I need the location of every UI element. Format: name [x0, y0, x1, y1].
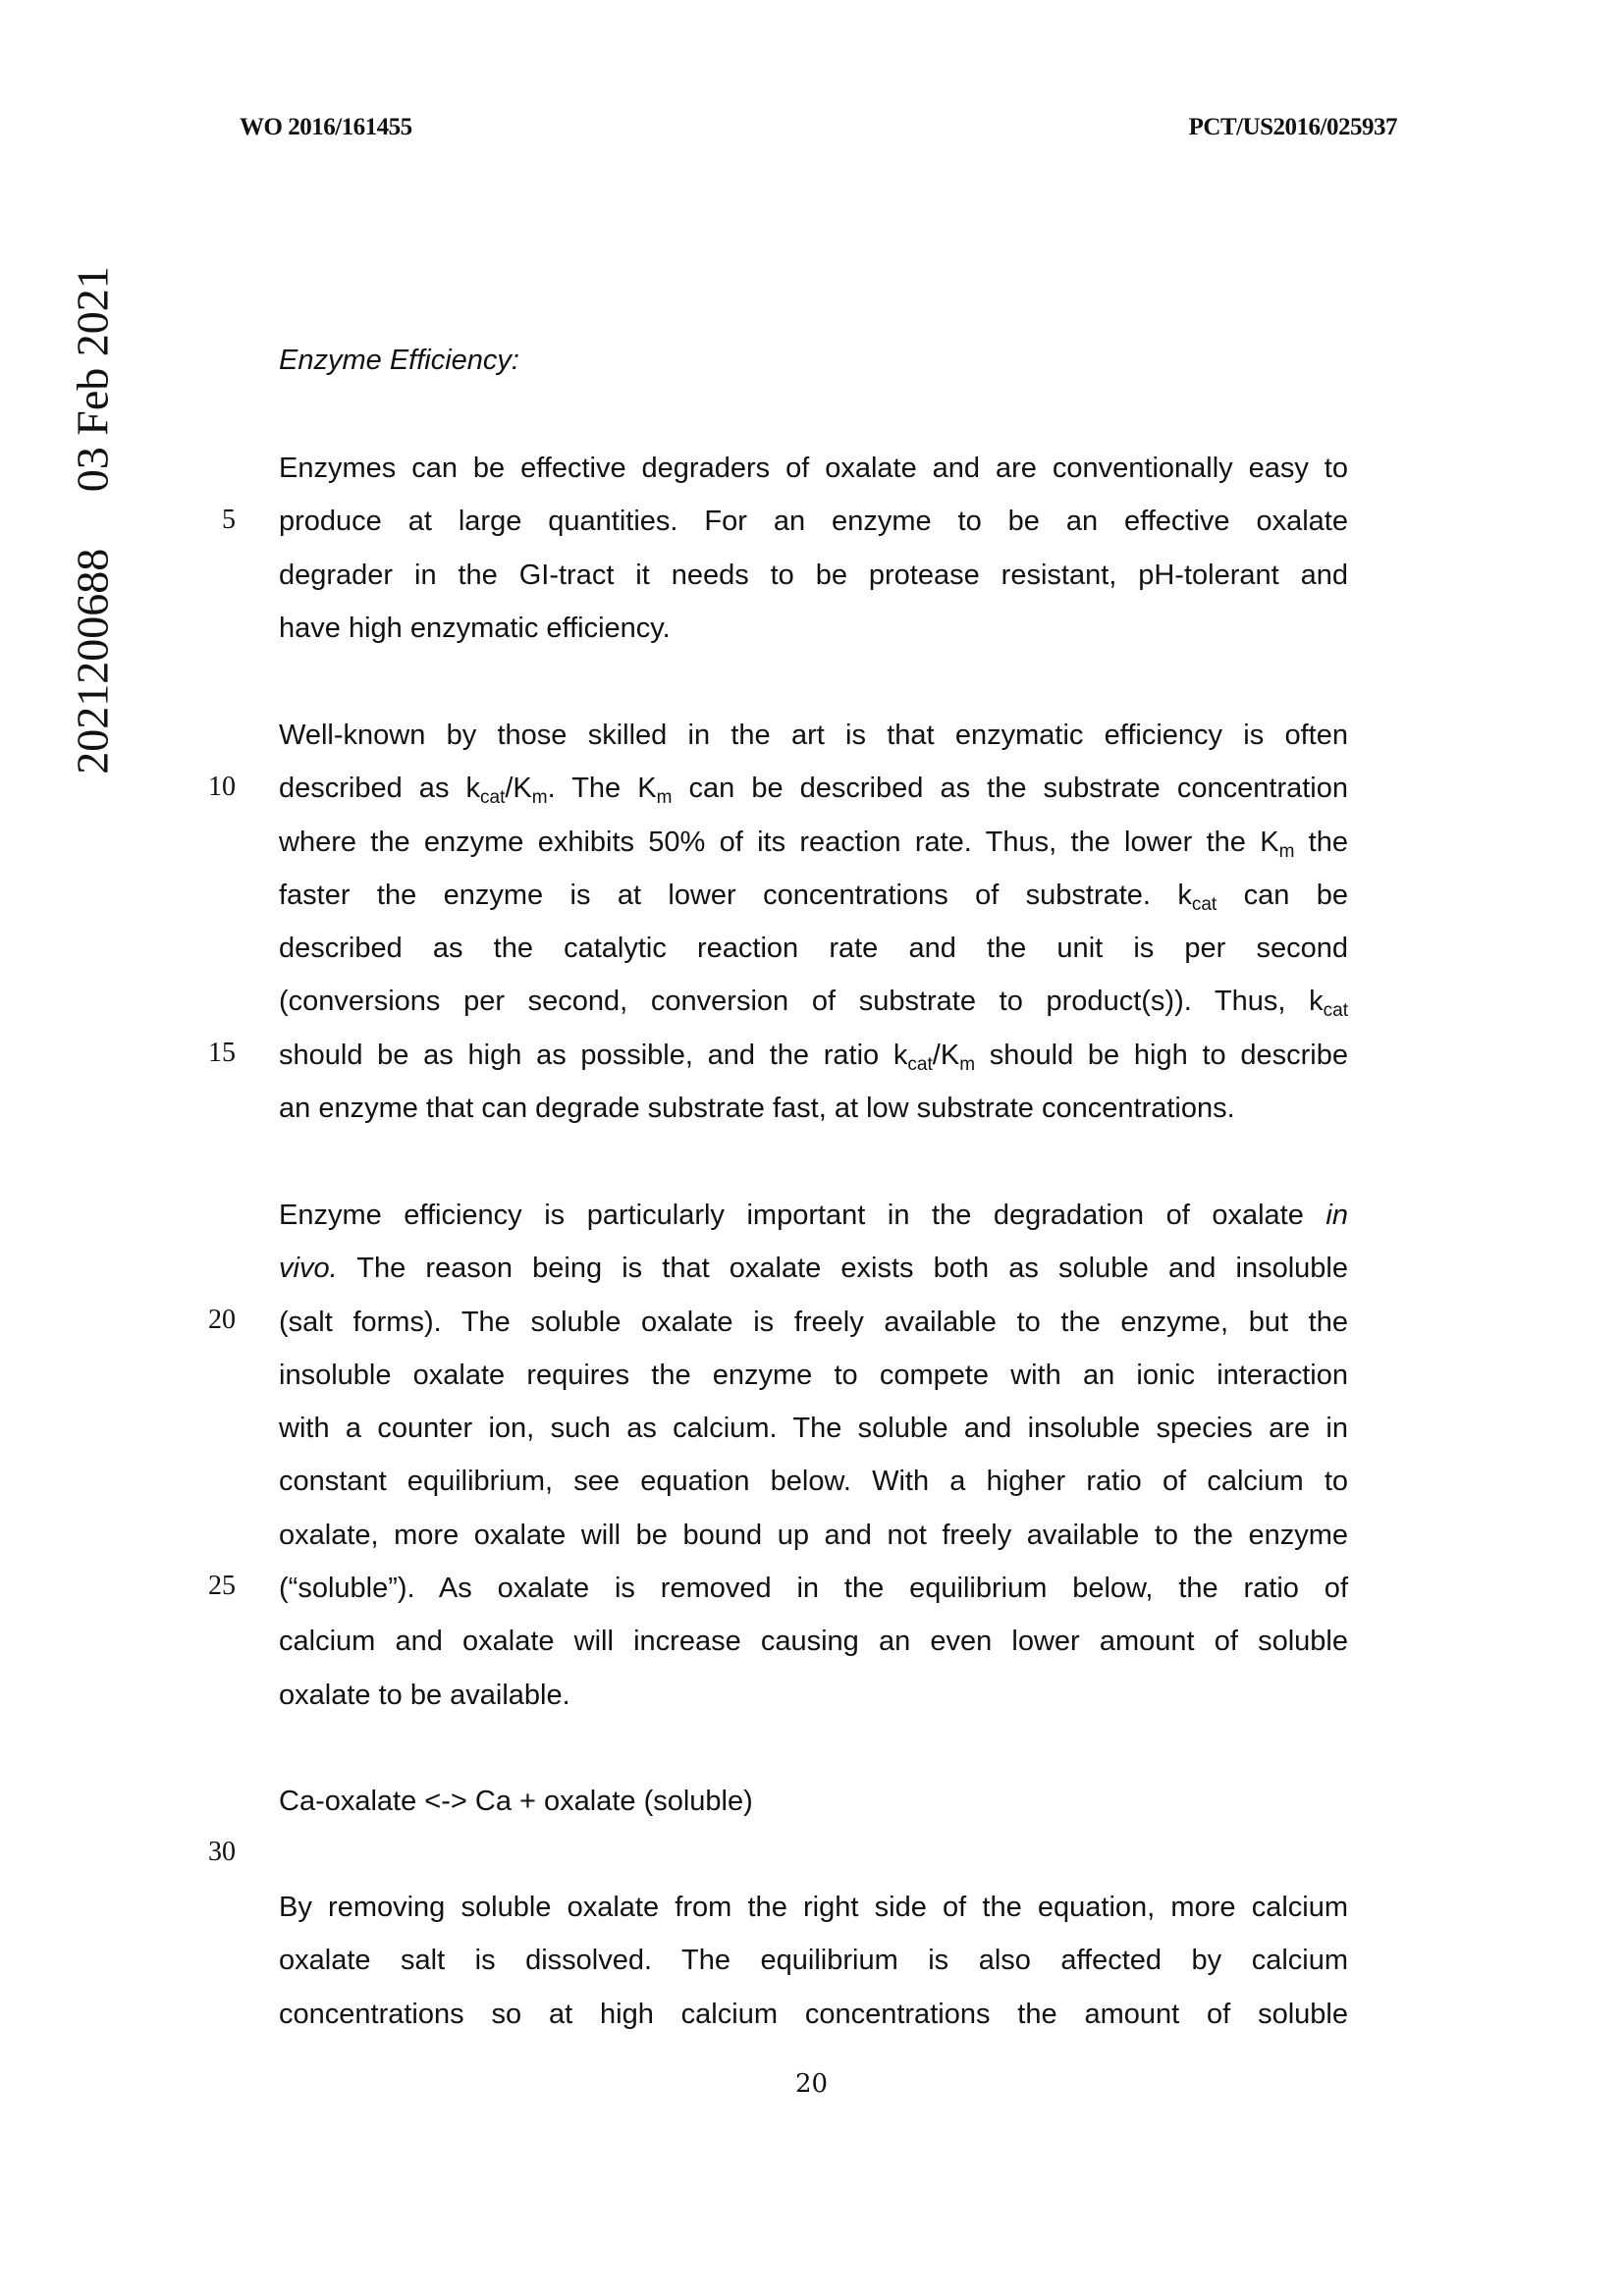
equation-text: Ca-oxalate <-> Ca + oxalate (soluble) — [279, 1786, 753, 1817]
text-line: oxalate, more oxalate will be bound up and not freely available to the enzyme — [279, 1519, 1348, 1551]
text-line: described as $k_{cat}/K_m$. The $K_m$ can be described as the substrate concentration — [279, 773, 1348, 809]
text-line: vivo. The reason being is that oxalate exists both as soluble and insoluble — [279, 1253, 1348, 1285]
line-number: 5 — [222, 505, 236, 535]
line-number: 30 — [208, 1837, 236, 1867]
text-line: (conversions per second, conversion of substrate to product(s)). Thus, $k_{cat}$ — [279, 986, 1348, 1022]
text-line: have high enzymatic efficiency. — [279, 612, 671, 644]
line-number: 25 — [208, 1571, 236, 1601]
text-line: with a counter ion, such as calcium. The soluble and insoluble species are in — [279, 1413, 1348, 1445]
paragraph-1 — [279, 442, 1348, 655]
section-heading — [279, 334, 1348, 387]
text-line: concentrations so at high calcium concentrations the amount of soluble — [279, 1998, 1348, 2030]
text-line: faster the enzyme is at lower concentrations of substrate. $k_{cat}$ can be — [279, 879, 1348, 915]
equation — [279, 1775, 1348, 1828]
text-line: described as the catalytic reaction rate and the unit is per second — [279, 933, 1348, 965]
text-line: By removing soluble oxalate from the right side of the equation, more calcium — [279, 1892, 1348, 1923]
paragraph-2 — [279, 709, 1348, 1135]
text-line: degrader in the GI-tract it needs to be protease resistant, pH-tolerant and — [279, 559, 1348, 591]
text-line: Enzymes can be effective degraders of oxalate and are conventionally easy to — [279, 453, 1348, 484]
text-line: Well-known by those skilled in the art is that enzymatic efficiency is often — [279, 720, 1348, 751]
text-line: should be as high as possible, and the ratio $k_{cat}/K_m$ should be high to describe — [279, 1039, 1348, 1075]
text-line: an enzyme that can degrade substrate fast, at low substrate concentrations. — [279, 1093, 1235, 1125]
line-number: 10 — [208, 772, 236, 802]
text-line: (“soluble”). As oxalate is removed in the equilibrium below, the ratio of — [279, 1573, 1348, 1605]
page-number: 20 — [794, 2069, 829, 2099]
publication-number: WO 2016/161455 — [240, 114, 412, 140]
line-number: 15 — [208, 1038, 236, 1068]
side-stamp-text: 2021200688 03 Feb 2021 — [67, 266, 118, 774]
paragraph-4 — [279, 1881, 1348, 2041]
paragraph-3 — [279, 1189, 1348, 1722]
side-stamp — [67, 206, 118, 834]
text-line: insoluble oxalate requires the enzyme to compete with an ionic interaction — [279, 1359, 1348, 1391]
text-line: produce at large quantities. For an enzyme to be an effective oxalate — [279, 506, 1348, 538]
text-line: where the enzyme exhibits 50% of its reaction rate. Thus, the lower the $K_m$ the — [279, 826, 1348, 862]
text-line: Enzyme efficiency is particularly important in the degradation of oxalate in — [279, 1200, 1348, 1231]
text-line: calcium and oxalate will increase causing an even lower amount of soluble — [279, 1626, 1348, 1658]
text-line: oxalate to be available. — [279, 1679, 570, 1711]
text-line: (salt forms). The soluble oxalate is freely available to the enzyme, but the — [279, 1306, 1348, 1338]
text-line: constant equilibrium, see equation below. With a higher ratio of calcium to — [279, 1466, 1348, 1498]
section-heading-text: Enzyme Efficiency: — [279, 345, 519, 376]
text-line: oxalate salt is dissolved. The equilibrium is also affected by calcium — [279, 1945, 1348, 1977]
line-number: 20 — [208, 1305, 236, 1335]
application-number: PCT/US2016/025937 — [1188, 114, 1397, 140]
